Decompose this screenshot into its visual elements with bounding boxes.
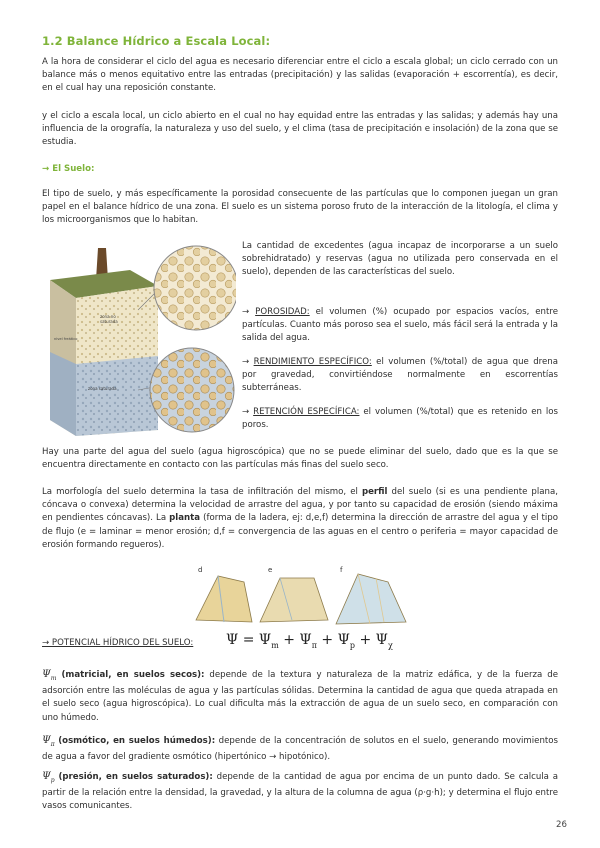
osmotico-paragraph <box>42 734 558 764</box>
svg-text:saturada: saturada <box>100 319 118 324</box>
perfil-term: perfil <box>361 487 388 497</box>
osmotico-text: depende de la concentración de solutos en el suelo, generando movimientos de agua a favor del gradiente osmótico (hipertónico → hipotónico). <box>42 736 559 763</box>
morfologia-text-1: La morfología del suelo determina la tasa de infiltración del mismo, el <box>42 487 362 497</box>
presion-paragraph <box>42 770 558 814</box>
psi-p-symbol: $\Psi_p$ <box>42 771 55 784</box>
soil-profile-illustration <box>40 240 236 436</box>
porosidad-paragraph: → POROSIDAD: el volumen (%) ocupado por espacios vacíos, entre partículas. Cuanto más poroso sea el suelo, más fácil será la entrada y la salida del agua. <box>242 307 559 344</box>
potencial-label <box>42 638 193 648</box>
planta-term: planta <box>169 513 201 524</box>
excedentes-paragraph: La cantidad de excedentes (agua incapaz de incorporarse a un suelo sobrehidratado) y reservas (agua no utilizada pero conservada en el suelo), dependen de las características del suelo. <box>242 241 558 278</box>
matricial-paragraph <box>42 668 558 725</box>
slope-label-d: d <box>198 566 203 574</box>
potencial-term: → POTENCIAL HÍDRICO DEL SUELO: <box>42 638 194 648</box>
porosidad-text: el volumen (%) ocupado por espacios vacíos, entre partículas. Cuanto más poroso sea el suelo, más fácil será la entrada y la salida del agua. <box>242 307 559 344</box>
svg-text:nivel freático: nivel freático <box>54 337 78 341</box>
soil-paragraph: El tipo de suelo, y más específicamente la porosidad consecuente de las partículas que lo componen juegan un gran papel en el balance hídrico de una zona. El suelo es un sistema poroso fruto de la interacción de la litología, el clima y los microorganismos que lo habitan. <box>42 189 558 226</box>
intro-paragraph-1: A la hora de considerar el ciclo del agua es necesario diferenciar entre el ciclo a escala global; un ciclo cerrado con un balance más o menos equitativo entre las entradas (precipitación) y las salidas (evaporación + escorrentía), es decir, en el cual hay una reposición constante. <box>42 57 558 94</box>
retencion-term: RETENCIÓN ESPECÍFICA: <box>253 407 360 417</box>
rendimiento-term: RENDIMIENTO ESPECÍFICO: <box>253 357 372 367</box>
porosidad-term: POROSIDAD: <box>255 307 310 317</box>
psi-pi-symbol: $\Psi_\pi$ <box>42 735 55 748</box>
retencion-paragraph: → RETENCIÓN ESPECÍFICA: el volumen (%/total) que es retenido en los poros. <box>242 407 558 431</box>
osmotico-term: (osmótico, en suelos húmedos): <box>58 736 216 746</box>
morfologia-text-2: del suelo (si es una pendiente plana, cóncava o convexa) determina la velocidad de arrastre del agua, y por tanto su capacidad de erosión (siendo máxima en pendientes cóncavas). La <box>42 487 558 524</box>
matricial-term: (matricial, en suelos secos): <box>61 670 205 680</box>
svg-text:zona no: zona no <box>100 314 116 319</box>
soil-subheading: → El Suelo: <box>42 164 95 174</box>
psi-m-symbol: $\Psi_m$ <box>42 669 57 682</box>
higroscopica-paragraph: Hay una parte del agua del suelo (agua higroscópica) que no se puede eliminar del suelo, dado que es la que se encuentra directamente en contacto con las partículas más finas del suelo seco. <box>42 447 558 471</box>
retencion-text: el volumen (%/total) que es retenido en los poros. <box>242 407 558 431</box>
morfologia-text-3: (forma de la ladera, ej: d,e,f) determina la dirección de arrastre del agua y el tipo de flujo (e = laminar = menor erosión; d,f = convergencia de las aguas en el centro o periferia = mayor capacidad de erosión formando regueros). <box>42 513 558 550</box>
slope-label-f: f <box>340 566 343 574</box>
page-number: 26 <box>556 820 567 830</box>
slope-label-e: e <box>268 566 273 574</box>
slope-shapes-illustration <box>188 562 412 630</box>
intro-paragraph-2: y el ciclo a escala local, un ciclo abierto en el cual no hay equidad entre las entradas y las salidas; y además hay una influencia de la orografía, la naturaleza y uso del suelo, y el clima (tasa de precipitación e insolación) de la zona que se estudia. <box>42 111 558 148</box>
presion-text: depende de la cantidad de agua por encima de un punto dado. Se calcula a partir de la relación entre la densidad, la gravedad, y la altura de la columna de agua (ρ·g·h); y determina el flujo entre vasos comunicantes. <box>42 772 559 812</box>
svg-text:zona saturada: zona saturada <box>88 386 117 391</box>
section-heading: 1.2 Balance Hídrico a Escala Local: <box>42 34 271 48</box>
matricial-text: depende de la textura y naturaleza de la matriz edáfica, y de la fuerza de adsorción entre las moléculas de agua y las partículas sólidas. Determina la cantidad de agua que queda atrapada en el suelo seco (agua higroscópica). Lo cual dificulta más la extracción de agua de un suelo seco, en comparación con uno húmedo. <box>42 670 559 723</box>
presion-term: (presión, en suelos saturados): <box>58 772 213 782</box>
rendimiento-paragraph: → RENDIMIENTO ESPECÍFICO: el volumen (%/total) de agua que drena por gravedad, convirtiéndose normalmente en escorrentías subterráneas. <box>242 357 558 394</box>
water-potential-equation: $\Psi = \Psi_m + \Psi_\pi + \Psi_p + \Psi_\chi$ <box>226 632 393 650</box>
rendimiento-text: el volumen (%/total) de agua que drena por gravedad, convirtiéndose normalmente en escorrentías subterráneas. <box>242 357 558 394</box>
morfologia-paragraph <box>42 486 558 552</box>
